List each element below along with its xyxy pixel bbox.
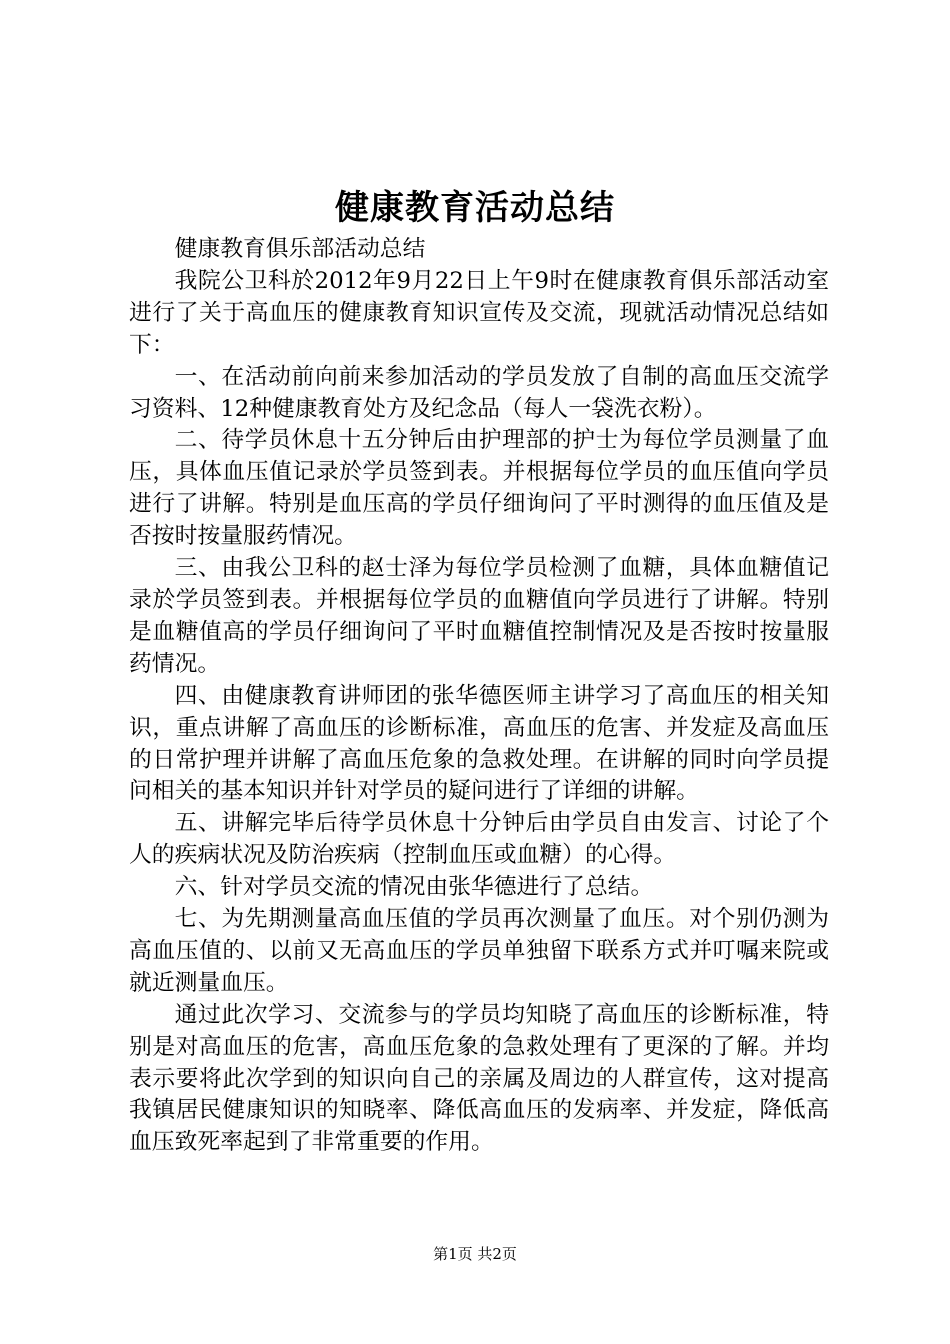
document-title: 健康教育活动总结: [335, 188, 615, 228]
body-paragraph-item-4: 四、由健康教育讲师团的张华德医师主讲学习了高血压的相关知识，重点讲解了高血压的诊断标准，高血压的危害、并发症及高血压的日常护理并讲解了高血压危象的急救处理。在讲解的同时向学员提问相关的基本知识并针对学员的疑问进行了详细的讲解。: [129, 682, 829, 805]
body-paragraph-item-2: 二、待学员休息十五分钟后由护理部的护士为每位学员测量了血压，具体血压值记录於学员签到表。并根据每位学员的血压值向学员进行了讲解。特别是血压高的学员仔细询问了平时测得的血压值及是否按时按量服药情况。: [129, 427, 829, 550]
body-paragraph-item-5: 五、讲解完毕后待学员休息十分钟后由学员自由发言、讨论了个人的疾病状况及防治疾病（控制血压或血糖）的心得。: [129, 810, 829, 869]
body-paragraph-item-6: 六、针对学员交流的情况由张华德进行了总结。: [174, 874, 654, 901]
body-paragraph-item-3: 三、由我公卫科的赵士泽为每位学员检测了血糖，具体血糖值记录於学员签到表。并根据每位学员的血糖值向学员进行了讲解。特别是血糖值高的学员仔细询问了平时血糖值控制情况及是否按时按量服药情况。: [129, 555, 829, 677]
body-paragraph-intro: 我院公卫科於2012年9月22日上午9时在健康教育俱乐部活动室进行了关于高血压的健康教育知识宣传及交流，现就活动情况总结如下：: [129, 267, 829, 358]
body-paragraph-subtitle: 健康教育俱乐部活动总结: [174, 236, 426, 262]
body-paragraph-item-1: 一、在活动前向前来参加活动的学员发放了自制的高血压交流学习资料、12种健康教育处方及纪念品（每人一袋洗衣粉）。: [129, 363, 829, 422]
document-body: [129, 234, 829, 1159]
body-paragraph-item-7: 七、为先期测量高血压值的学员再次测量了血压。对个别仍测为高血压值的、以前又无高血压的学员单独留下联系方式并叮嘱来院或就近测量血压。: [129, 906, 829, 996]
page-number-footer: 第1页 共2页: [433, 1245, 517, 1263]
body-paragraph-conclusion: 通过此次学习、交流参与的学员均知晓了高血压的诊断标准，特别是对高血压的危害，高血压危象的急救处理有了更深的了解。并均表示要将此次学到的知识向自己的亲属及周边的人群宣传，这对提高我镇居民健康知识的知晓率、降低高血压的发病率、并发症，降低高血压致死率起到了非常重要的作用。: [129, 1001, 829, 1156]
